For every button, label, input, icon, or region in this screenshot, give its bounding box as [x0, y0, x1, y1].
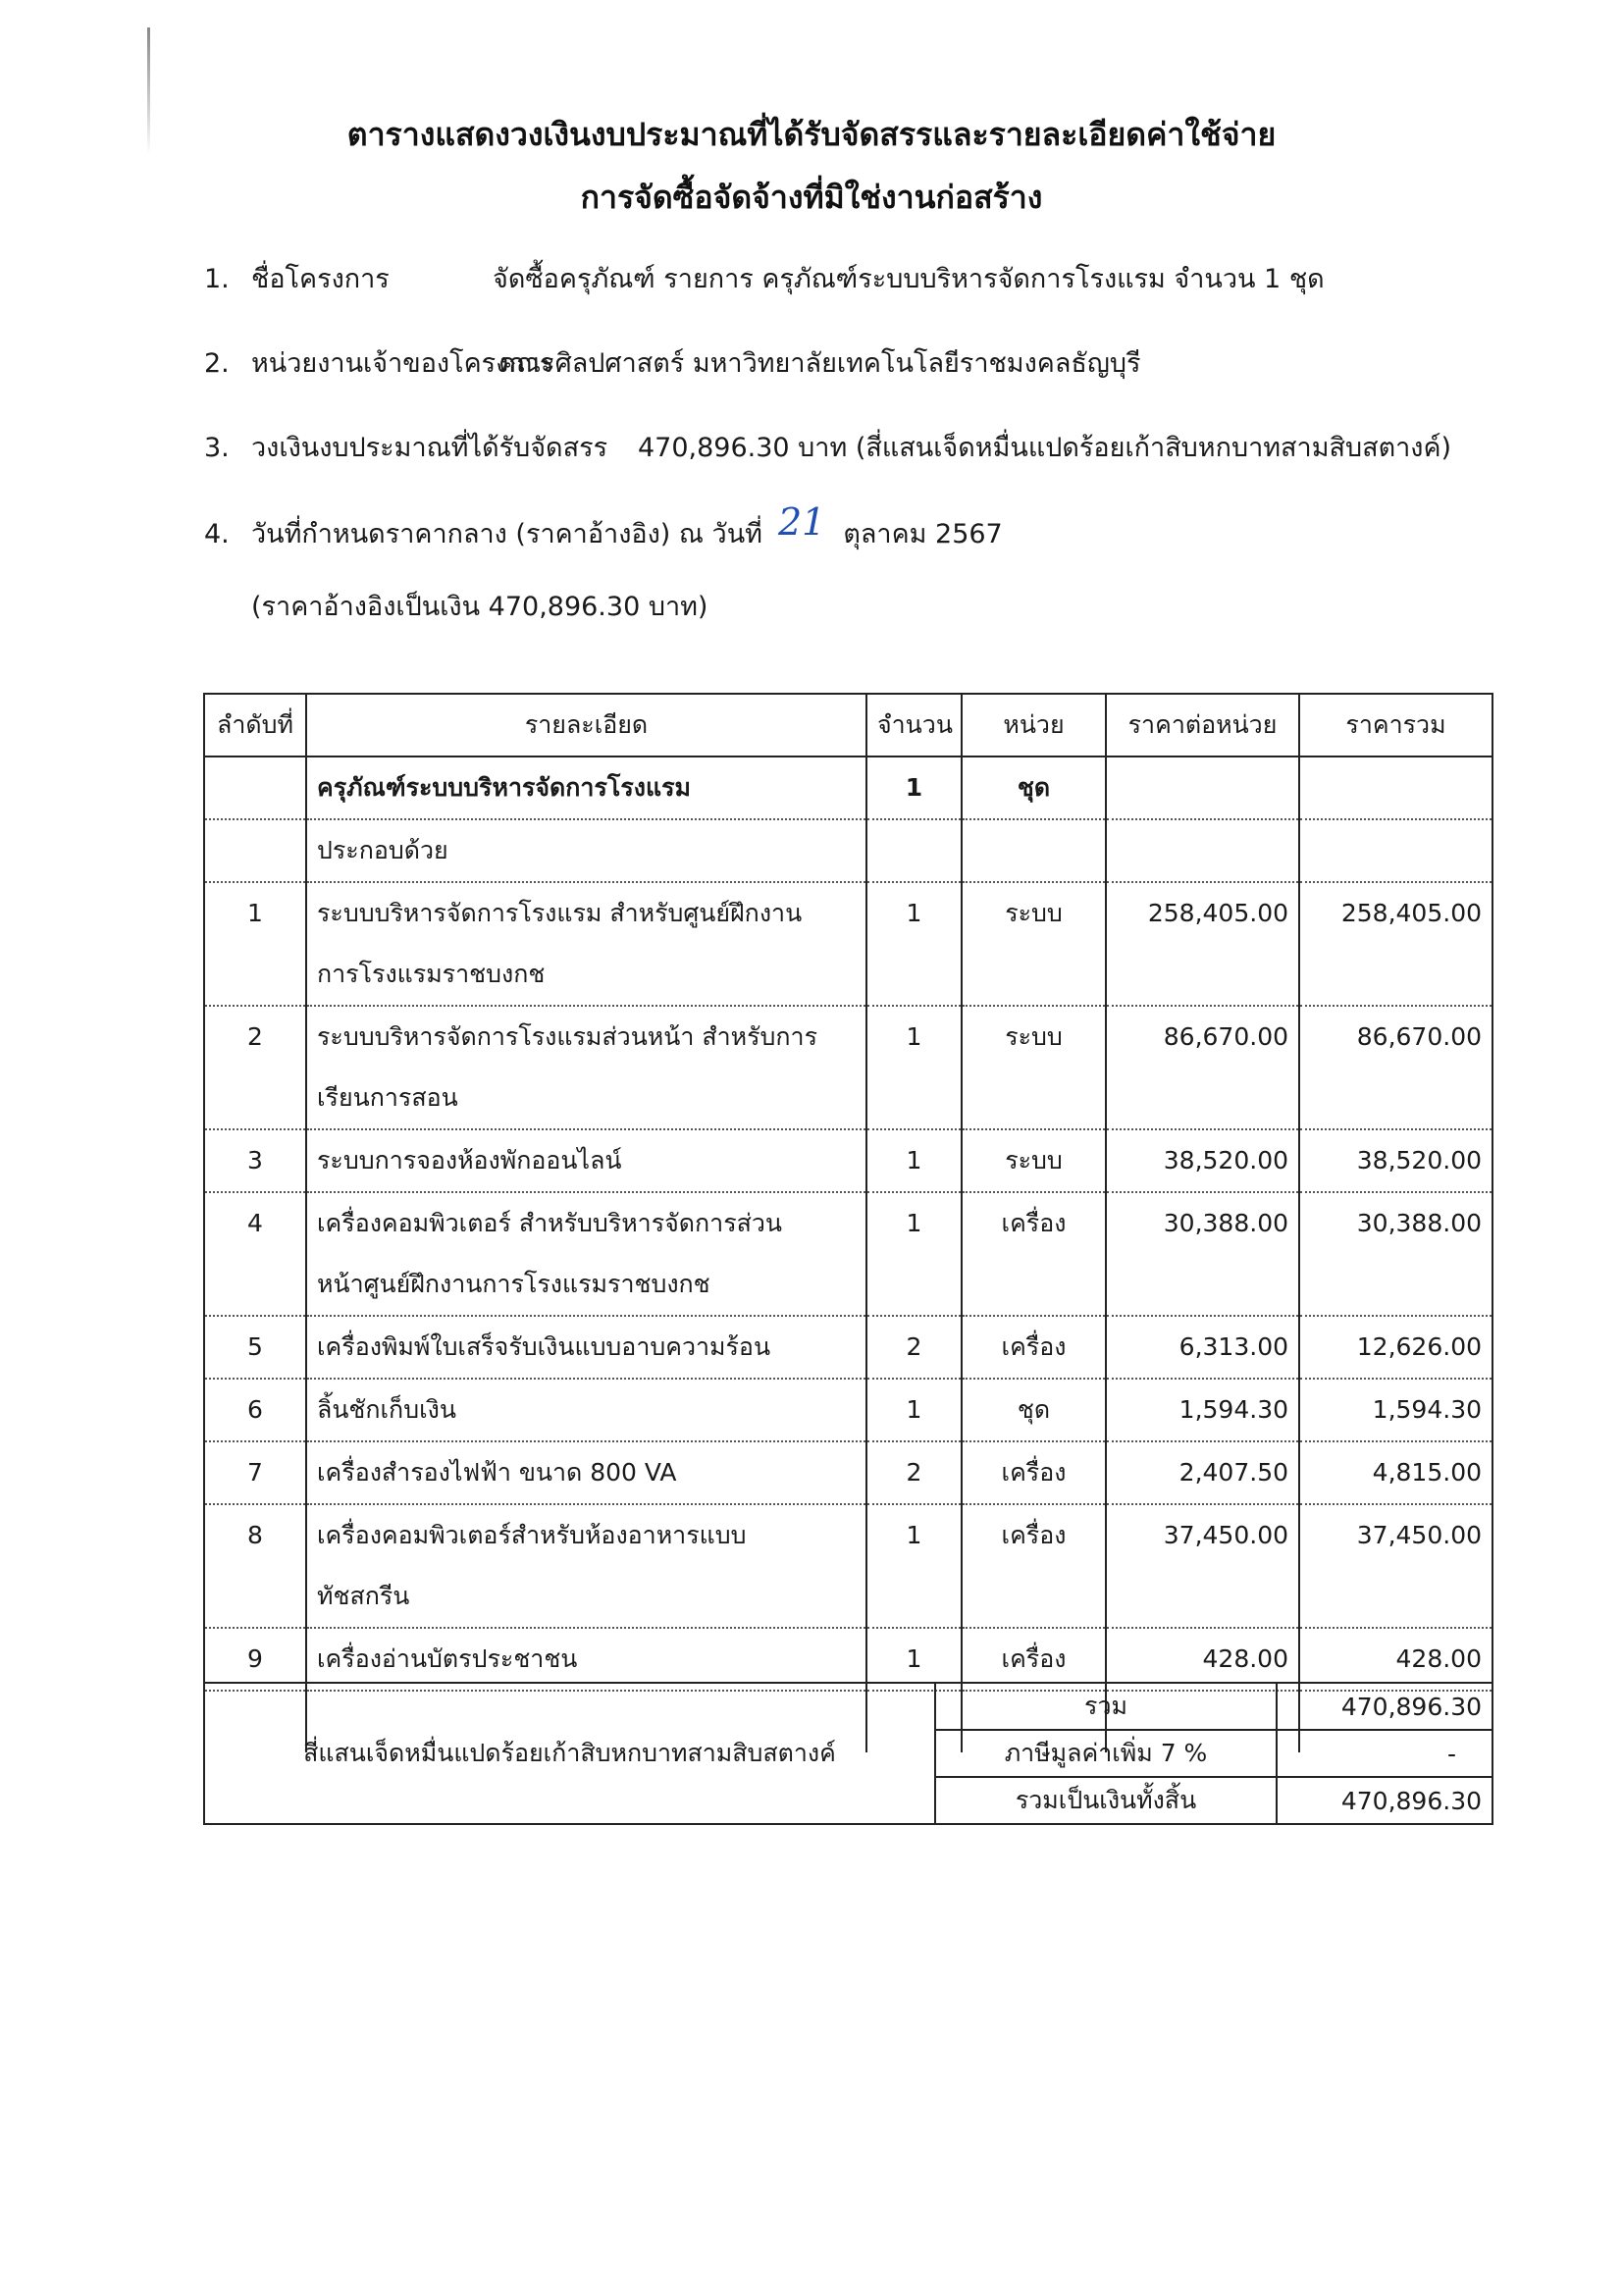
budget-value: 470,896.30 บาท (สี่แสนเจ็ดหมื่นแปดร้อยเก้าสิบหกบาทสามสิบสตางค์) — [638, 433, 1452, 463]
item-no: 5 — [204, 1316, 306, 1379]
table-row — [204, 1504, 1492, 1628]
document-subtitle: การจัดซื้อจัดจ้างที่มิใช่งานก่อสร้าง — [580, 179, 1043, 216]
owner-value: คณะศิลปศาสตร์ มหาวิทยาลัยเทคโนโลยีราชมงคลธัญบุรี — [498, 348, 1141, 379]
item-unit: ระบบ — [962, 1129, 1106, 1192]
summary-subtotal-row — [204, 1683, 1492, 1730]
item-desc — [306, 882, 866, 1006]
summary-table — [203, 1682, 1493, 1825]
item-total: 4,815.00 — [1299, 1441, 1492, 1504]
item-price: 37,450.00 — [1106, 1504, 1299, 1628]
item-total: 30,388.00 — [1299, 1192, 1492, 1316]
item-price: 428.00 — [1106, 1628, 1299, 1691]
document-title: ตารางแสดงวงเงินงบประมาณที่ได้รับจัดสรรและรายละเอียดค่าใช้จ่าย — [346, 116, 1277, 153]
item-total: 12,626.00 — [1299, 1316, 1492, 1379]
item-desc-line1: เครื่องพิมพ์ใบเสร็จรับเงินแบบอาบความร้อน — [317, 1332, 771, 1361]
item-desc-line1: เครื่องคอมพิวเตอร์ สำหรับบริหารจัดการส่วน — [317, 1209, 783, 1237]
header-unit: หน่วย — [962, 694, 1106, 757]
item-desc-line1: เครื่องคอมพิวเตอร์สำหรับห้องอาหารแบบ — [317, 1521, 747, 1549]
item-desc-line1: ระบบบริหารจัดการโรงแรม สำหรับศูนย์ฝึกงาน — [317, 899, 803, 927]
item-desc-line1: ระบบบริหารจัดการโรงแรมส่วนหน้า สำหรับการ — [317, 1022, 818, 1051]
item-unit: เครื่อง — [962, 1504, 1106, 1628]
project-name-value: จัดซื้อครุภัณฑ์ รายการ ครุภัณฑ์ระบบบริหารจัดการโรงแรม จำนวน 1 ชุด — [493, 264, 1325, 294]
item-price: 86,670.00 — [1106, 1006, 1299, 1129]
item-number: 4. — [204, 519, 230, 549]
item-desc-line2: หน้าศูนย์ฝึกงานการโรงแรมราชบงกช — [317, 1270, 710, 1298]
consists-of-label: ประกอบด้วย — [306, 819, 866, 882]
header-no: ลำดับที่ — [204, 694, 306, 757]
item-no: 3 — [204, 1129, 306, 1192]
vat-label: ภาษีมูลค่าเพิ่ม 7 % — [935, 1730, 1277, 1777]
item-qty: 1 — [866, 1379, 962, 1441]
item-no: 2 — [204, 1006, 306, 1129]
reference-month-year: ตุลาคม 2567 — [843, 519, 1003, 549]
item-desc — [306, 1129, 866, 1192]
item-qty: 1 — [866, 1129, 962, 1192]
item-desc-line1: เครื่องอ่านบัตรประชาชน — [317, 1644, 578, 1673]
table-row — [204, 1379, 1492, 1441]
item-no: 7 — [204, 1441, 306, 1504]
item-no: 1 — [204, 882, 306, 1006]
main-item-row — [204, 757, 1492, 819]
header-qty: จำนวน — [866, 694, 962, 757]
item-total: 38,520.00 — [1299, 1129, 1492, 1192]
item-no: 4 — [204, 1192, 306, 1316]
item-desc — [306, 1504, 866, 1628]
item-desc — [306, 1316, 866, 1379]
item-unit: เครื่อง — [962, 1441, 1106, 1504]
item-total: 37,450.00 — [1299, 1504, 1492, 1628]
table-row — [204, 1316, 1492, 1379]
reference-date-label: วันที่กำหนดราคากลาง (ราคาอ้างอิง) ณ วันที่ — [251, 519, 762, 549]
vat-value: - — [1277, 1730, 1492, 1777]
item-no: 9 — [204, 1628, 306, 1691]
items-table — [203, 693, 1493, 1752]
item-qty: 2 — [866, 1441, 962, 1504]
subtotal-value: 470,896.30 — [1277, 1683, 1492, 1730]
consists-of-row — [204, 819, 1492, 882]
item-number: 2. — [204, 348, 230, 379]
project-name-line — [204, 257, 1325, 299]
item-price: 1,594.30 — [1106, 1379, 1299, 1441]
owner-line — [204, 341, 1141, 384]
item-qty: 1 — [866, 1006, 962, 1129]
table-row — [204, 1129, 1492, 1192]
item-price: 30,388.00 — [1106, 1192, 1299, 1316]
item-qty: 1 — [866, 882, 962, 1006]
item-unit: เครื่อง — [962, 1192, 1106, 1316]
item-price: 258,405.00 — [1106, 882, 1299, 1006]
item-desc-line2: เรียนการสอน — [317, 1083, 458, 1112]
item-qty: 1 — [866, 1192, 962, 1316]
item-price: 2,407.50 — [1106, 1441, 1299, 1504]
item-desc — [306, 1379, 866, 1441]
amount-in-words: สี่แสนเจ็ดหมื่นแปดร้อยเก้าสิบหกบาทสามสิบสตางค์ — [204, 1683, 935, 1824]
budget-label: วงเงินงบประมาณที่ได้รับจัดสรร — [251, 433, 608, 463]
table-row — [204, 1441, 1492, 1504]
item-desc-line2: ทัชสกรีน — [317, 1582, 410, 1610]
item-desc-line1: ระบบการจองห้องพักออนไลน์ — [317, 1146, 622, 1174]
item-desc-line1: ลิ้นชักเก็บเงิน — [317, 1395, 456, 1424]
table-row — [204, 1006, 1492, 1129]
item-desc-line2: การโรงแรมราชบงกช — [317, 960, 546, 988]
item-total: 1,594.30 — [1299, 1379, 1492, 1441]
item-qty: 2 — [866, 1316, 962, 1379]
item-number: 3. — [204, 433, 230, 463]
item-total: 258,405.00 — [1299, 882, 1492, 1006]
item-desc — [306, 1006, 866, 1129]
item-unit: ระบบ — [962, 1006, 1106, 1129]
item-unit: ระบบ — [962, 882, 1106, 1006]
item-price: 6,313.00 — [1106, 1316, 1299, 1379]
grand-total-value: 470,896.30 — [1277, 1777, 1492, 1824]
header-total: ราคารวม — [1299, 694, 1492, 757]
owner-label: หน่วยงานเจ้าของโครงการ — [251, 348, 554, 379]
item-desc — [306, 1441, 866, 1504]
grand-total-label: รวมเป็นเงินทั้งสิ้น — [935, 1777, 1277, 1824]
item-price: 38,520.00 — [1106, 1129, 1299, 1192]
item-total: 428.00 — [1299, 1628, 1492, 1691]
item-no: 6 — [204, 1379, 306, 1441]
item-unit: เครื่อง — [962, 1316, 1106, 1379]
project-name-label: ชื่อโครงการ — [251, 264, 390, 294]
main-item-qty: 1 — [866, 757, 962, 819]
item-number: 1. — [204, 264, 230, 294]
table-row — [204, 1192, 1492, 1316]
table-row — [204, 882, 1492, 1006]
main-item-desc: ครุภัณฑ์ระบบบริหารจัดการโรงแรม — [306, 757, 866, 819]
item-desc — [306, 1192, 866, 1316]
reference-date-line — [204, 500, 1003, 554]
item-total: 86,670.00 — [1299, 1006, 1492, 1129]
header-price: ราคาต่อหน่วย — [1106, 694, 1299, 757]
item-unit: ชุด — [962, 1379, 1106, 1441]
budget-line — [204, 426, 1451, 468]
handwritten-day: 21 — [777, 500, 826, 544]
item-desc-line1: เครื่องสำรองไฟฟ้า ขนาด 800 VA — [317, 1458, 677, 1487]
item-qty: 1 — [866, 1628, 962, 1691]
subtotal-label: รวม — [935, 1683, 1277, 1730]
item-no: 8 — [204, 1504, 306, 1628]
item-qty: 1 — [866, 1504, 962, 1628]
header-desc: รายละเอียด — [306, 694, 866, 757]
table-header-row — [204, 694, 1492, 757]
item-unit: เครื่อง — [962, 1628, 1106, 1691]
main-item-unit: ชุด — [962, 757, 1106, 819]
reference-price-line: (ราคาอ้างอิงเป็นเงิน 470,896.30 บาท) — [251, 592, 708, 622]
